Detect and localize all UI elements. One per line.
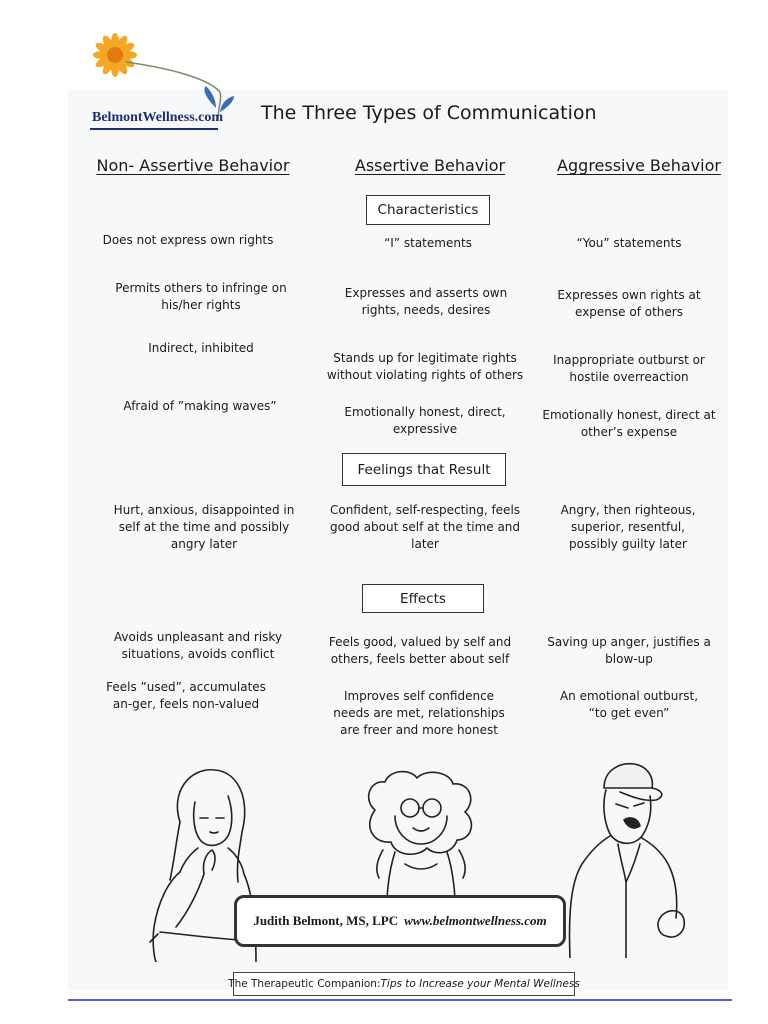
column-heading-aggressive: Aggressive Behavior (557, 156, 721, 175)
section-heading-characteristics: Characteristics (366, 195, 490, 225)
section-heading-feelings: Feelings that Result (342, 453, 506, 486)
book-footer (228, 972, 580, 996)
aggressive-man-illustration (560, 758, 690, 958)
cell-aggressive: Saving up anger, justifies a blow-up (547, 635, 711, 666)
column-heading-non-assertive: Non- Assertive Behavior (96, 156, 290, 175)
cell-non-assertive: Does not express own rights (102, 233, 274, 247)
cell-aggressive: Expresses own rights at expense of others (557, 288, 701, 319)
author-name: Judith Belmont, MS, LPC (253, 913, 399, 928)
cell-assertive: “I” statements (384, 236, 472, 250)
logo-text: BelmontWellness.com (92, 110, 224, 125)
cell-assertive: Feels good, valued by self and others, feels better about self (328, 635, 512, 666)
book-subtitle: Tips to Increase your Mental Wellness (380, 978, 580, 990)
cell-non-assertive: Feels ”used”, accumulates an-ger, feels non-valued (106, 680, 266, 711)
cell-assertive: Improves self confidence needs are met, relationships are freer and more honest (333, 689, 505, 737)
column-heading-assertive: Assertive Behavior (354, 156, 506, 175)
logo-underline (90, 128, 218, 130)
cell-non-assertive: Indirect, inhibited (148, 341, 254, 355)
author-caption-box (234, 895, 566, 947)
section-heading-effects: Effects (362, 584, 484, 613)
page-title: The Three Types of Communication (261, 102, 597, 124)
footer-divider (68, 999, 732, 1001)
cell-aggressive: Angry, then righteous, superior, resentful, possibly guilty later (560, 503, 696, 551)
cell-aggressive: Inappropriate outburst or hostile overreaction (553, 353, 705, 384)
book-title: The Therapeutic Companion: (228, 978, 381, 990)
cell-aggressive: “You” statements (576, 236, 682, 250)
cell-non-assertive: Avoids unpleasant and risky situations, avoids conflict (113, 630, 283, 661)
cell-non-assertive: Afraid of ”making waves” (123, 399, 277, 413)
cell-assertive: Emotionally honest, direct, expressive (344, 405, 506, 436)
cell-assertive: Stands up for legitimate rights without violating rights of others (326, 351, 524, 382)
cell-assertive: Expresses and asserts own rights, needs, desires (344, 286, 508, 317)
cell-non-assertive: Hurt, anxious, disappointed in self at the time and possibly angry later (113, 503, 295, 551)
website-link[interactable]: www.belmontwellness.com (404, 913, 547, 928)
cell-aggressive: An emotional outburst, “to get even” (559, 689, 699, 720)
cell-assertive: Confident, self-respecting, feels good about self at the time and later (329, 503, 521, 551)
cell-non-assertive: Permits others to infringe on his/her rights (115, 281, 287, 312)
cell-aggressive: Emotionally honest, direct at other’s expense (542, 408, 716, 439)
